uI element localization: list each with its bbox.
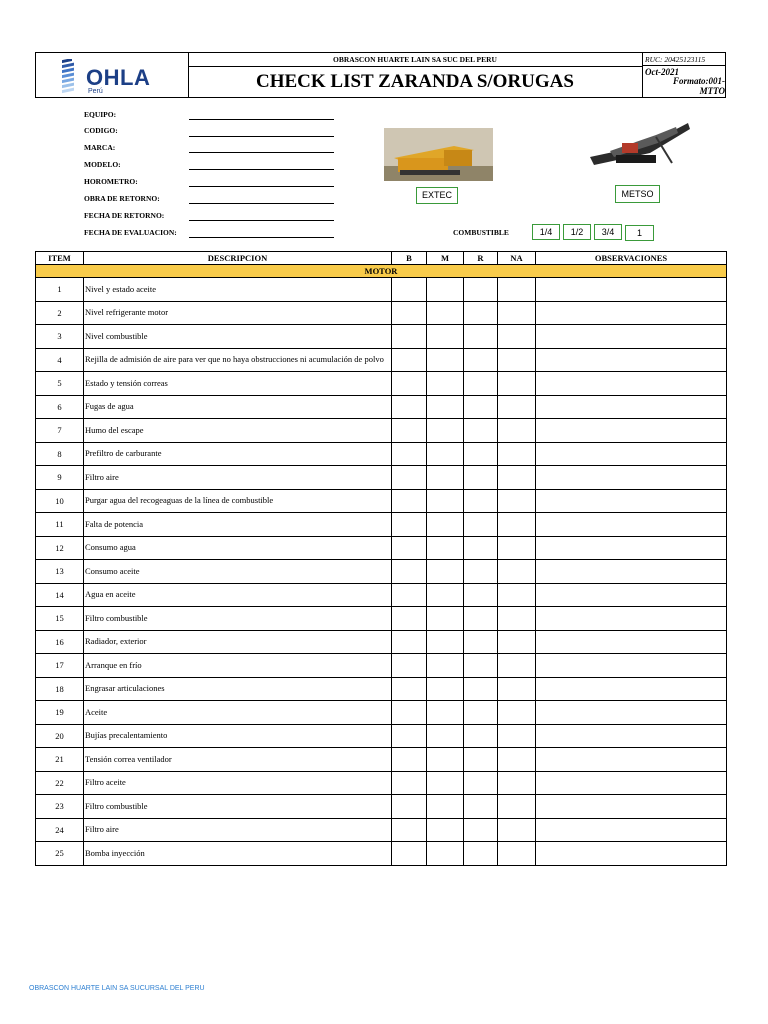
check-cell-na[interactable] xyxy=(498,419,536,443)
observations-cell[interactable] xyxy=(536,560,727,584)
observations-cell[interactable] xyxy=(536,630,727,654)
check-cell-m[interactable] xyxy=(427,372,464,396)
header-meta xyxy=(642,53,726,97)
item-description: Nivel y estado aceite xyxy=(84,278,392,302)
column-header-m: M xyxy=(427,252,464,265)
check-cell-na[interactable] xyxy=(498,560,536,584)
check-cell-r[interactable] xyxy=(464,795,498,819)
check-cell-b[interactable] xyxy=(392,372,427,396)
observations-cell[interactable] xyxy=(536,795,727,819)
check-cell-r[interactable] xyxy=(464,513,498,537)
check-cell-na[interactable] xyxy=(498,677,536,701)
table-row xyxy=(36,607,727,631)
check-cell-r[interactable] xyxy=(464,372,498,396)
item-description: Radiador, exterior xyxy=(84,630,392,654)
check-cell-m[interactable] xyxy=(427,842,464,866)
item-description: Arranque en frío xyxy=(84,654,392,678)
item-description: Agua en aceite xyxy=(84,583,392,607)
check-cell-na[interactable] xyxy=(498,489,536,513)
item-number: 4 xyxy=(36,348,84,372)
check-cell-r[interactable] xyxy=(464,607,498,631)
table-row xyxy=(36,677,727,701)
observations-cell[interactable] xyxy=(536,583,727,607)
check-cell-m[interactable] xyxy=(427,795,464,819)
table-row xyxy=(36,748,727,772)
check-cell-b[interactable] xyxy=(392,701,427,725)
check-cell-m[interactable] xyxy=(427,395,464,419)
brand-option-metso[interactable]: METSO xyxy=(615,185,660,203)
check-cell-r[interactable] xyxy=(464,701,498,725)
item-number: 9 xyxy=(36,466,84,490)
brand-option-extec[interactable]: EXTEC xyxy=(416,187,458,204)
logo-subtitle: Perú xyxy=(88,88,103,95)
item-description: Filtro aire xyxy=(84,466,392,490)
table-row xyxy=(36,442,727,466)
field-label-fecha-evaluacion: FECHA DE EVALUACION: xyxy=(84,228,177,237)
field-line-modelo[interactable] xyxy=(189,169,334,170)
item-number: 18 xyxy=(36,677,84,701)
observations-cell[interactable] xyxy=(536,771,727,795)
check-cell-na[interactable] xyxy=(498,372,536,396)
check-cell-na[interactable] xyxy=(498,771,536,795)
check-cell-na[interactable] xyxy=(498,842,536,866)
check-cell-m[interactable] xyxy=(427,771,464,795)
check-cell-m[interactable] xyxy=(427,348,464,372)
item-number: 7 xyxy=(36,419,84,443)
check-cell-na[interactable] xyxy=(498,818,536,842)
table-row xyxy=(36,395,727,419)
table-row xyxy=(36,630,727,654)
check-cell-r[interactable] xyxy=(464,583,498,607)
check-cell-m[interactable] xyxy=(427,536,464,560)
check-cell-b[interactable] xyxy=(392,442,427,466)
check-cell-m[interactable] xyxy=(427,419,464,443)
metso-screener-image xyxy=(586,115,692,181)
check-cell-na[interactable] xyxy=(498,724,536,748)
item-description: Filtro combustible xyxy=(84,607,392,631)
check-cell-na[interactable] xyxy=(498,466,536,490)
observations-cell[interactable] xyxy=(536,489,727,513)
check-cell-r[interactable] xyxy=(464,724,498,748)
check-cell-m[interactable] xyxy=(427,677,464,701)
item-description: Prefiltro de carburante xyxy=(84,442,392,466)
observations-cell[interactable] xyxy=(536,513,727,537)
item-number: 8 xyxy=(36,442,84,466)
table-row xyxy=(36,301,727,325)
check-cell-r[interactable] xyxy=(464,301,498,325)
check-cell-m[interactable] xyxy=(427,818,464,842)
check-cell-b[interactable] xyxy=(392,278,427,302)
check-cell-r[interactable] xyxy=(464,560,498,584)
observations-cell[interactable] xyxy=(536,607,727,631)
check-cell-na[interactable] xyxy=(498,513,536,537)
check-cell-r[interactable] xyxy=(464,466,498,490)
check-cell-m[interactable] xyxy=(427,278,464,302)
field-line-horometro[interactable] xyxy=(189,186,334,187)
item-number: 6 xyxy=(36,395,84,419)
table-row xyxy=(36,489,727,513)
item-description: Nivel combustible xyxy=(84,325,392,349)
column-header-b: B xyxy=(392,252,427,265)
fuel-option-three-quarter[interactable]: 3/4 xyxy=(594,224,622,240)
item-description: Filtro aceite xyxy=(84,771,392,795)
field-line-marca[interactable] xyxy=(189,152,334,153)
fuel-option-full[interactable]: 1 xyxy=(625,225,654,241)
observations-cell[interactable] xyxy=(536,724,727,748)
check-cell-r[interactable] xyxy=(464,442,498,466)
item-number: 25 xyxy=(36,842,84,866)
item-number: 10 xyxy=(36,489,84,513)
check-cell-r[interactable] xyxy=(464,348,498,372)
check-cell-r[interactable] xyxy=(464,278,498,302)
check-cell-r[interactable] xyxy=(464,771,498,795)
observations-cell[interactable] xyxy=(536,395,727,419)
item-description: Falta de potencia xyxy=(84,513,392,537)
item-description: Fugas de agua xyxy=(84,395,392,419)
section-title: MOTOR xyxy=(36,265,727,278)
check-cell-b[interactable] xyxy=(392,301,427,325)
check-cell-r[interactable] xyxy=(464,630,498,654)
check-cell-r[interactable] xyxy=(464,325,498,349)
check-cell-na[interactable] xyxy=(498,701,536,725)
table-row xyxy=(36,724,727,748)
check-cell-na[interactable] xyxy=(498,654,536,678)
item-number: 2 xyxy=(36,301,84,325)
check-cell-b[interactable] xyxy=(392,489,427,513)
field-line-fecha-retorno[interactable] xyxy=(189,220,334,221)
check-cell-b[interactable] xyxy=(392,842,427,866)
field-line-codigo[interactable] xyxy=(189,136,334,137)
check-cell-na[interactable] xyxy=(498,607,536,631)
check-cell-na[interactable] xyxy=(498,536,536,560)
format-code: Formato:001-MTTO xyxy=(672,76,725,96)
table-row xyxy=(36,795,727,819)
item-description: Tensión correa ventilador xyxy=(84,748,392,772)
item-description: Nivel refrigerante motor xyxy=(84,301,392,325)
observations-cell[interactable] xyxy=(536,348,727,372)
check-cell-b[interactable] xyxy=(392,536,427,560)
item-number: 23 xyxy=(36,795,84,819)
check-cell-b[interactable] xyxy=(392,748,427,772)
item-description: Bujías precalentamiento xyxy=(84,724,392,748)
check-cell-m[interactable] xyxy=(427,301,464,325)
check-cell-r[interactable] xyxy=(464,748,498,772)
observations-cell[interactable] xyxy=(536,654,727,678)
footer-company: OBRASCON HUARTE LAIN SA SUCURSAL DEL PERU xyxy=(29,985,205,992)
observations-cell[interactable] xyxy=(536,818,727,842)
observations-cell[interactable] xyxy=(536,842,727,866)
observations-cell[interactable] xyxy=(536,748,727,772)
check-cell-b[interactable] xyxy=(392,795,427,819)
observations-cell[interactable] xyxy=(536,466,727,490)
table-row xyxy=(36,348,727,372)
item-description: Filtro combustible xyxy=(84,795,392,819)
field-line-equipo[interactable] xyxy=(189,119,334,120)
check-cell-m[interactable] xyxy=(427,489,464,513)
column-header-observaciones: OBSERVACIONES xyxy=(536,252,727,265)
field-label-obra-retorno: OBRA DE RETORNO: xyxy=(84,194,160,203)
check-cell-b[interactable] xyxy=(392,419,427,443)
table-row xyxy=(36,278,727,302)
observations-cell[interactable] xyxy=(536,701,727,725)
item-number: 12 xyxy=(36,536,84,560)
field-label-modelo: MODELO: xyxy=(84,160,121,169)
observations-cell[interactable] xyxy=(536,536,727,560)
check-cell-r[interactable] xyxy=(464,654,498,678)
check-cell-m[interactable] xyxy=(427,560,464,584)
column-header-item: ITEM xyxy=(36,252,84,265)
logo-text: OHLA xyxy=(86,65,151,90)
check-cell-m[interactable] xyxy=(427,654,464,678)
column-header-na: NA xyxy=(498,252,536,265)
item-number: 16 xyxy=(36,630,84,654)
check-cell-b[interactable] xyxy=(392,395,427,419)
observations-cell[interactable] xyxy=(536,419,727,443)
check-cell-b[interactable] xyxy=(392,513,427,537)
check-cell-b[interactable] xyxy=(392,607,427,631)
check-cell-m[interactable] xyxy=(427,701,464,725)
document-header xyxy=(35,52,726,98)
item-number: 13 xyxy=(36,560,84,584)
table-row xyxy=(36,701,727,725)
check-cell-r[interactable] xyxy=(464,395,498,419)
check-cell-r[interactable] xyxy=(464,536,498,560)
check-cell-m[interactable] xyxy=(427,513,464,537)
check-cell-m[interactable] xyxy=(427,325,464,349)
item-description: Consumo agua xyxy=(84,536,392,560)
table-row xyxy=(36,842,727,866)
observations-cell[interactable] xyxy=(536,278,727,302)
check-cell-r[interactable] xyxy=(464,419,498,443)
checklist-table xyxy=(35,251,727,866)
fuel-option-half[interactable]: 1/2 xyxy=(563,224,591,240)
observations-cell[interactable] xyxy=(536,442,727,466)
field-line-obra-retorno[interactable] xyxy=(189,203,334,204)
check-cell-m[interactable] xyxy=(427,630,464,654)
item-number: 5 xyxy=(36,372,84,396)
check-cell-r[interactable] xyxy=(464,842,498,866)
item-number: 19 xyxy=(36,701,84,725)
item-number: 20 xyxy=(36,724,84,748)
field-line-fecha-evaluacion[interactable] xyxy=(189,237,334,238)
check-cell-na[interactable] xyxy=(498,442,536,466)
observations-cell[interactable] xyxy=(536,372,727,396)
check-cell-b[interactable] xyxy=(392,771,427,795)
check-cell-m[interactable] xyxy=(427,607,464,631)
table-row xyxy=(36,583,727,607)
item-number: 15 xyxy=(36,607,84,631)
table-row xyxy=(36,372,727,396)
check-cell-b[interactable] xyxy=(392,325,427,349)
item-description: Purgar agua del recogeaguas de la línea de combustible xyxy=(84,489,392,513)
company-name: OBRASCON HUARTE LAIN SA SUC DEL PERU xyxy=(188,53,642,67)
check-cell-b[interactable] xyxy=(392,654,427,678)
item-number: 14 xyxy=(36,583,84,607)
item-number: 1 xyxy=(36,278,84,302)
table-row xyxy=(36,654,727,678)
field-label-codigo: CODIGO: xyxy=(84,126,118,135)
fuel-label: COMBUSTIBLE xyxy=(453,228,509,237)
item-description: Bomba inyección xyxy=(84,842,392,866)
table-row xyxy=(36,419,727,443)
item-number: 3 xyxy=(36,325,84,349)
column-header-r: R xyxy=(464,252,498,265)
observations-cell[interactable] xyxy=(536,301,727,325)
check-cell-m[interactable] xyxy=(427,442,464,466)
check-cell-na[interactable] xyxy=(498,325,536,349)
table-row xyxy=(36,325,727,349)
item-number: 21 xyxy=(36,748,84,772)
table-header-row xyxy=(36,252,727,265)
check-cell-m[interactable] xyxy=(427,724,464,748)
item-description: Filtro aire xyxy=(84,818,392,842)
check-cell-b[interactable] xyxy=(392,348,427,372)
item-description: Rejilla de admisión de aire para ver que no haya obstrucciones ni acumulación de polvo xyxy=(84,348,392,372)
check-cell-m[interactable] xyxy=(427,748,464,772)
check-cell-na[interactable] xyxy=(498,630,536,654)
table-row xyxy=(36,513,727,537)
check-cell-b[interactable] xyxy=(392,818,427,842)
table-row xyxy=(36,466,727,490)
column-header-descripcion: DESCRIPCION xyxy=(84,252,392,265)
check-cell-r[interactable] xyxy=(464,818,498,842)
check-cell-na[interactable] xyxy=(498,301,536,325)
item-number: 17 xyxy=(36,654,84,678)
check-cell-na[interactable] xyxy=(498,348,536,372)
observations-cell[interactable] xyxy=(536,677,727,701)
item-description: Engrasar articulaciones xyxy=(84,677,392,701)
section-row-motor xyxy=(36,265,727,278)
field-label-fecha-retorno: FECHA DE RETORNO: xyxy=(84,211,165,220)
check-cell-m[interactable] xyxy=(427,466,464,490)
check-cell-na[interactable] xyxy=(498,395,536,419)
table-row xyxy=(36,560,727,584)
item-number: 24 xyxy=(36,818,84,842)
check-cell-na[interactable] xyxy=(498,278,536,302)
field-label-equipo: EQUIPO: xyxy=(84,110,117,119)
check-cell-na[interactable] xyxy=(498,748,536,772)
field-label-horometro: HOROMETRO: xyxy=(84,177,138,186)
table-row xyxy=(36,818,727,842)
page-title: CHECK LIST ZARANDA S/ORUGAS xyxy=(256,71,574,92)
ruc-number: RUC: 20425123115 xyxy=(643,53,726,66)
table-row xyxy=(36,536,727,560)
table-row xyxy=(36,771,727,795)
check-cell-b[interactable] xyxy=(392,583,427,607)
ohla-logo-mark-icon xyxy=(58,59,84,95)
item-description: Consumo aceite xyxy=(84,560,392,584)
observations-cell[interactable] xyxy=(536,325,727,349)
check-cell-b[interactable] xyxy=(392,466,427,490)
check-cell-b[interactable] xyxy=(392,724,427,748)
check-cell-m[interactable] xyxy=(427,583,464,607)
check-cell-b[interactable] xyxy=(392,677,427,701)
fuel-option-quarter[interactable]: 1/4 xyxy=(532,224,560,240)
check-cell-b[interactable] xyxy=(392,630,427,654)
item-description: Estado y tensión correas xyxy=(84,372,392,396)
check-cell-na[interactable] xyxy=(498,795,536,819)
check-cell-b[interactable] xyxy=(392,560,427,584)
item-description: Aceite xyxy=(84,701,392,725)
logo-cell xyxy=(36,53,189,97)
check-cell-na[interactable] xyxy=(498,583,536,607)
item-number: 22 xyxy=(36,771,84,795)
item-number: 11 xyxy=(36,513,84,537)
item-description: Humo del escape xyxy=(84,419,392,443)
field-label-marca: MARCA: xyxy=(84,143,116,152)
check-cell-r[interactable] xyxy=(464,677,498,701)
extec-screener-image xyxy=(384,128,493,181)
check-cell-r[interactable] xyxy=(464,489,498,513)
document-date: Oct-2021 xyxy=(645,67,679,77)
